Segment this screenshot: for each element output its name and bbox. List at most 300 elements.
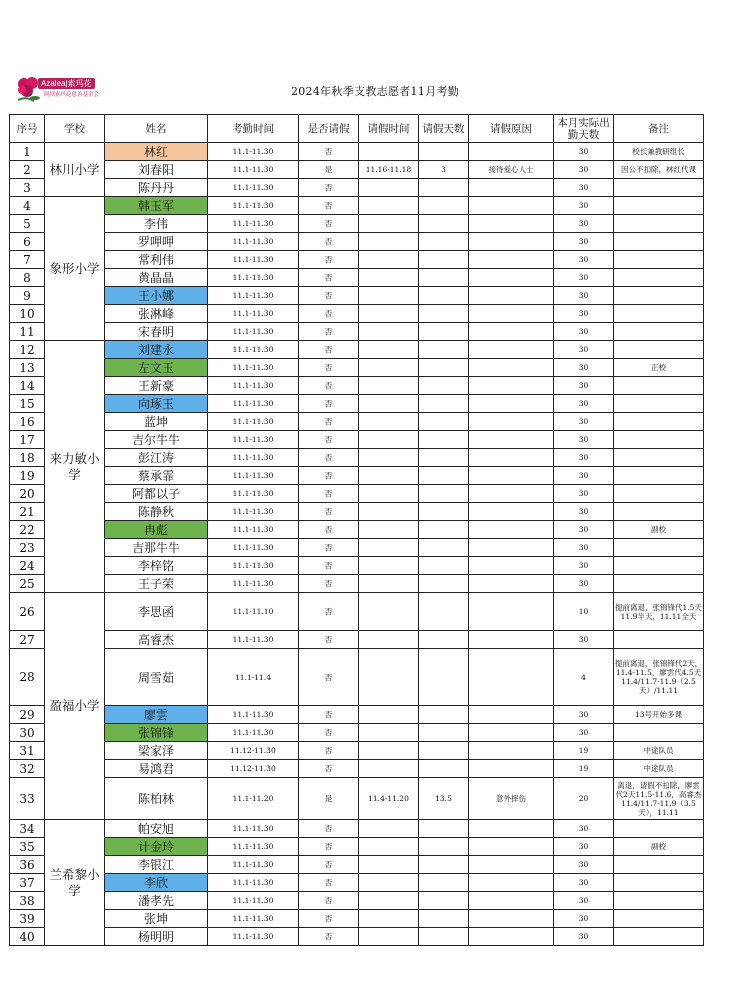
seq-cell: 14 [10,377,45,395]
header-attendance-time: 考勤时间 [208,115,299,143]
leave-reason-cell [469,215,554,233]
leave-time-cell [359,413,419,431]
remarks-cell [614,251,704,269]
remarks-cell: 提前离退，张锦锋代1.5天11.9半天，11.11全天 [614,593,704,631]
leave-reason-cell [469,874,554,892]
on-leave-cell: 否 [299,760,359,778]
leave-time-cell [359,575,419,593]
actual-days-cell: 30 [554,143,614,161]
name-cell: 向琢玉 [105,395,208,413]
leave-days-cell [419,341,469,359]
leave-time-cell [359,341,419,359]
leave-reason-cell [469,575,554,593]
remarks-cell [614,856,704,874]
on-leave-cell: 否 [299,233,359,251]
remarks-cell [614,820,704,838]
on-leave-cell: 否 [299,874,359,892]
leave-time-cell [359,485,419,503]
on-leave-cell: 否 [299,359,359,377]
on-leave-cell: 否 [299,251,359,269]
attendance-time-cell: 11.1-11.30 [208,706,299,724]
seq-cell: 39 [10,910,45,928]
actual-days-cell: 30 [554,631,614,649]
actual-days-cell: 30 [554,449,614,467]
leave-days-cell [419,395,469,413]
remarks-cell [614,377,704,395]
header-leave-reason: 请假原因 [469,115,554,143]
name-cell: 易鸿君 [105,760,208,778]
leave-days-cell [419,503,469,521]
on-leave-cell: 否 [299,593,359,631]
actual-days-cell: 30 [554,503,614,521]
actual-days-cell: 20 [554,778,614,820]
leave-time-cell [359,251,419,269]
name-cell: 帕安旭 [105,820,208,838]
name-cell: 宋春明 [105,323,208,341]
remarks-cell: 正校 [614,359,704,377]
attendance-time-cell: 11.1-11.20 [208,778,299,820]
leave-reason-cell [469,359,554,377]
leave-reason-cell [469,233,554,251]
remarks-cell: 校长兼教研组长 [614,143,704,161]
table-row [10,593,704,631]
actual-days-cell: 30 [554,910,614,928]
on-leave-cell: 否 [299,377,359,395]
leave-reason-cell [469,593,554,631]
remarks-cell: 13号开始多课 [614,706,704,724]
attendance-time-cell: 11.1-11.30 [208,874,299,892]
name-cell: 常利伟 [105,251,208,269]
table-row [10,467,704,485]
remarks-cell [614,305,704,323]
attendance-time-cell: 11.1-11.30 [208,197,299,215]
leave-time-cell [359,179,419,197]
attendance-time-cell: 11.1-11.30 [208,143,299,161]
on-leave-cell: 否 [299,838,359,856]
attendance-time-cell: 11.1-11.30 [208,179,299,197]
table-row [10,539,704,557]
attendance-time-cell: 11.1-11.30 [208,724,299,742]
on-leave-cell: 否 [299,557,359,575]
leave-reason-cell [469,341,554,359]
name-cell: 阿都以子 [105,485,208,503]
leave-time-cell [359,631,419,649]
table-row [10,575,704,593]
table-row [10,820,704,838]
leave-time-cell [359,377,419,395]
attendance-time-cell: 11.1-11.30 [208,820,299,838]
leave-time-cell [359,323,419,341]
leave-days-cell [419,233,469,251]
attendance-table [9,114,704,946]
leave-reason-cell [469,413,554,431]
actual-days-cell: 30 [554,485,614,503]
on-leave-cell: 否 [299,539,359,557]
attendance-time-cell: 11.1-11.30 [208,631,299,649]
actual-days-cell: 19 [554,760,614,778]
on-leave-cell: 否 [299,287,359,305]
header-leave-time: 请假时间 [359,115,419,143]
leave-reason-cell [469,706,554,724]
name-cell: 吉那牛牛 [105,539,208,557]
on-leave-cell: 是 [299,778,359,820]
logo-subtitle: 阿坝索玛花慈善基金会 [44,92,100,98]
leave-reason-cell: 接待爱心人士 [469,161,554,179]
leave-reason-cell [469,449,554,467]
seq-cell: 11 [10,323,45,341]
name-cell: 刘建永 [105,341,208,359]
leave-days-cell [419,856,469,874]
school-cell: 盈福小学 [45,593,105,820]
attendance-time-cell: 11.1-11.30 [208,503,299,521]
remarks-cell [614,575,704,593]
table-row [10,143,704,161]
attendance-time-cell: 11.1-11.4 [208,649,299,706]
leave-time-cell [359,449,419,467]
remarks-cell [614,287,704,305]
header-school: 学校 [45,115,105,143]
attendance-time-cell: 11.12-11.30 [208,760,299,778]
seq-cell: 15 [10,395,45,413]
on-leave-cell: 否 [299,742,359,760]
seq-cell: 20 [10,485,45,503]
seq-cell: 23 [10,539,45,557]
leave-days-cell [419,874,469,892]
name-cell: 潘孝先 [105,892,208,910]
seq-cell: 12 [10,341,45,359]
actual-days-cell: 30 [554,359,614,377]
remarks-cell [614,485,704,503]
name-cell: 王子荣 [105,575,208,593]
seq-cell: 17 [10,431,45,449]
leave-days-cell [419,724,469,742]
remarks-cell [614,323,704,341]
remarks-cell [614,431,704,449]
remarks-cell [614,467,704,485]
leave-time-cell [359,197,419,215]
remarks-cell [614,631,704,649]
attendance-time-cell: 11.1-11.30 [208,287,299,305]
name-cell: 陈丹丹 [105,179,208,197]
seq-cell: 40 [10,928,45,946]
leave-time-cell [359,724,419,742]
table-row [10,431,704,449]
leave-time-cell [359,760,419,778]
leave-time-cell [359,649,419,706]
attendance-time-cell: 11.1-11.30 [208,161,299,179]
leave-days-cell [419,215,469,233]
name-cell: 周雪茹 [105,649,208,706]
on-leave-cell: 否 [299,305,359,323]
remarks-cell [614,449,704,467]
school-cell: 林川小学 [45,143,105,197]
remarks-cell [614,539,704,557]
name-cell: 张锦锋 [105,724,208,742]
actual-days-cell: 30 [554,856,614,874]
actual-days-cell: 30 [554,431,614,449]
seq-cell: 8 [10,269,45,287]
attendance-time-cell: 11.1-11.30 [208,485,299,503]
leave-days-cell [419,892,469,910]
header-leave-days: 请假天数 [419,115,469,143]
leave-days-cell [419,593,469,631]
on-leave-cell: 否 [299,521,359,539]
table-row [10,856,704,874]
actual-days-cell: 30 [554,467,614,485]
on-leave-cell: 否 [299,485,359,503]
attendance-time-cell: 11.1-11.30 [208,910,299,928]
actual-days-cell: 30 [554,377,614,395]
on-leave-cell: 否 [299,449,359,467]
on-leave-cell: 否 [299,467,359,485]
seq-cell: 25 [10,575,45,593]
leave-days-cell [419,413,469,431]
leave-time-cell [359,395,419,413]
attendance-time-cell: 11.1-11.30 [208,233,299,251]
school-cell: 来力敏小学 [45,341,105,593]
seq-cell: 21 [10,503,45,521]
seq-cell: 5 [10,215,45,233]
table-row [10,910,704,928]
leave-days-cell [419,760,469,778]
actual-days-cell: 30 [554,539,614,557]
leave-reason-cell [469,287,554,305]
attendance-time-cell: 11.12-11.30 [208,742,299,760]
leave-days-cell [419,197,469,215]
remarks-cell: 离退，请假不扣除，廖雲代2天11.5-11.6，高睿杰11.4/11.7-11.9（3.5天），11.11 [614,778,704,820]
name-cell: 李思函 [105,593,208,631]
actual-days-cell: 30 [554,521,614,539]
leave-days-cell [419,431,469,449]
leave-days-cell: 13.5 [419,778,469,820]
attendance-time-cell: 11.1-11.30 [208,395,299,413]
remarks-cell: 副校 [614,838,704,856]
name-cell: 高睿杰 [105,631,208,649]
attendance-time-cell: 11.1-11.30 [208,359,299,377]
actual-days-cell: 30 [554,197,614,215]
table-row [10,323,704,341]
seq-cell: 7 [10,251,45,269]
remarks-cell [614,179,704,197]
name-cell: 李欣 [105,874,208,892]
remarks-cell [614,197,704,215]
on-leave-cell: 否 [299,215,359,233]
seq-cell: 24 [10,557,45,575]
leave-days-cell [419,539,469,557]
on-leave-cell: 否 [299,341,359,359]
actual-days-cell: 30 [554,305,614,323]
remarks-cell [614,928,704,946]
seq-cell: 13 [10,359,45,377]
remarks-cell [614,215,704,233]
on-leave-cell: 否 [299,143,359,161]
on-leave-cell: 否 [299,503,359,521]
attendance-time-cell: 11.1-11.30 [208,341,299,359]
page-title: 2024年秋季支教志愿者11月考勤 [290,85,460,98]
actual-days-cell: 30 [554,413,614,431]
actual-days-cell: 30 [554,287,614,305]
leave-time-cell [359,557,419,575]
seq-cell: 28 [10,649,45,706]
leave-time-cell [359,431,419,449]
name-cell: 王小娜 [105,287,208,305]
remarks-cell [614,503,704,521]
header-actual-days: 本月实际出勤天数 [554,115,614,143]
on-leave-cell: 否 [299,395,359,413]
leave-days-cell [419,359,469,377]
leave-reason-cell [469,539,554,557]
seq-cell: 18 [10,449,45,467]
seq-cell: 32 [10,760,45,778]
table-row [10,359,704,377]
actual-days-cell: 30 [554,575,614,593]
leave-reason-cell [469,820,554,838]
seq-cell: 1 [10,143,45,161]
name-cell: 李梓铭 [105,557,208,575]
leave-time-cell [359,892,419,910]
table-row [10,413,704,431]
remarks-cell [614,910,704,928]
school-cell: 兰希黎小学 [45,820,105,946]
leave-days-cell [419,485,469,503]
remarks-cell [614,724,704,742]
leave-reason-cell [469,724,554,742]
actual-days-cell: 30 [554,161,614,179]
leave-reason-cell [469,431,554,449]
table-row [10,778,704,820]
attendance-time-cell: 11.1-11.30 [208,838,299,856]
leave-reason-cell [469,557,554,575]
remarks-cell [614,269,704,287]
actual-days-cell: 30 [554,233,614,251]
actual-days-cell: 30 [554,395,614,413]
attendance-time-cell: 11.1-11.30 [208,323,299,341]
leave-time-cell [359,521,419,539]
attendance-time-cell: 11.1-11.30 [208,467,299,485]
table-row [10,179,704,197]
on-leave-cell: 否 [299,323,359,341]
leave-reason-cell [469,197,554,215]
actual-days-cell: 30 [554,928,614,946]
seq-cell: 3 [10,179,45,197]
leave-time-cell [359,467,419,485]
on-leave-cell: 否 [299,197,359,215]
on-leave-cell: 否 [299,649,359,706]
actual-days-cell: 30 [554,341,614,359]
leave-days-cell [419,521,469,539]
remarks-cell [614,341,704,359]
leave-time-cell [359,706,419,724]
remarks-cell [614,413,704,431]
leave-reason-cell [469,143,554,161]
seq-cell: 27 [10,631,45,649]
on-leave-cell: 否 [299,706,359,724]
attendance-time-cell: 11.1-11.30 [208,269,299,287]
on-leave-cell: 否 [299,575,359,593]
table-row [10,341,704,359]
leave-reason-cell [469,377,554,395]
name-cell: 杨明明 [105,928,208,946]
remarks-cell [614,395,704,413]
leave-reason-cell [469,269,554,287]
seq-cell: 37 [10,874,45,892]
name-cell: 左文玉 [105,359,208,377]
actual-days-cell: 30 [554,724,614,742]
table-row [10,503,704,521]
seq-cell: 31 [10,742,45,760]
leave-time-cell [359,928,419,946]
name-cell: 蓝坤 [105,413,208,431]
seq-cell: 30 [10,724,45,742]
remarks-cell: 副校 [614,521,704,539]
actual-days-cell: 4 [554,649,614,706]
table-row [10,838,704,856]
name-cell: 韩玉军 [105,197,208,215]
leave-reason-cell [469,910,554,928]
leave-reason-cell [469,649,554,706]
leave-days-cell [419,449,469,467]
leave-days-cell [419,557,469,575]
actual-days-cell: 30 [554,874,614,892]
leave-reason-cell [469,395,554,413]
leave-reason-cell [469,503,554,521]
leave-days-cell [419,287,469,305]
seq-cell: 34 [10,820,45,838]
name-cell: 彭江涛 [105,449,208,467]
actual-days-cell: 30 [554,838,614,856]
name-cell: 刘春阳 [105,161,208,179]
leave-time-cell [359,874,419,892]
leave-days-cell [419,269,469,287]
actual-days-cell: 30 [554,215,614,233]
table-row [10,305,704,323]
leave-time-cell [359,742,419,760]
remarks-cell [614,557,704,575]
name-cell: 林红 [105,143,208,161]
table-row [10,377,704,395]
on-leave-cell: 否 [299,928,359,946]
remarks-cell [614,233,704,251]
leave-time-cell [359,287,419,305]
name-cell: 李伟 [105,215,208,233]
table-row [10,485,704,503]
attendance-time-cell: 11.1-11.30 [208,557,299,575]
actual-days-cell: 30 [554,251,614,269]
leave-reason-cell [469,485,554,503]
seq-cell: 16 [10,413,45,431]
remarks-cell: 提前离退，张锦锋代2天，11.4-11.5，廖雲代4.5天11.4/11.7-11.9（2.5天）/11.11 [614,649,704,706]
seq-cell: 19 [10,467,45,485]
leave-time-cell [359,143,419,161]
table-row [10,449,704,467]
attendance-time-cell: 11.1-11.30 [208,521,299,539]
remarks-cell: 中途队员 [614,742,704,760]
actual-days-cell: 30 [554,820,614,838]
on-leave-cell: 否 [299,631,359,649]
leave-reason-cell [469,856,554,874]
on-leave-cell: 否 [299,856,359,874]
leave-days-cell [419,820,469,838]
leave-time-cell [359,539,419,557]
leave-days-cell [419,575,469,593]
leave-reason-cell [469,521,554,539]
remarks-cell [614,874,704,892]
leave-time-cell [359,910,419,928]
leave-reason-cell [469,305,554,323]
on-leave-cell: 是 [299,161,359,179]
name-cell: 王新豪 [105,377,208,395]
on-leave-cell: 否 [299,820,359,838]
